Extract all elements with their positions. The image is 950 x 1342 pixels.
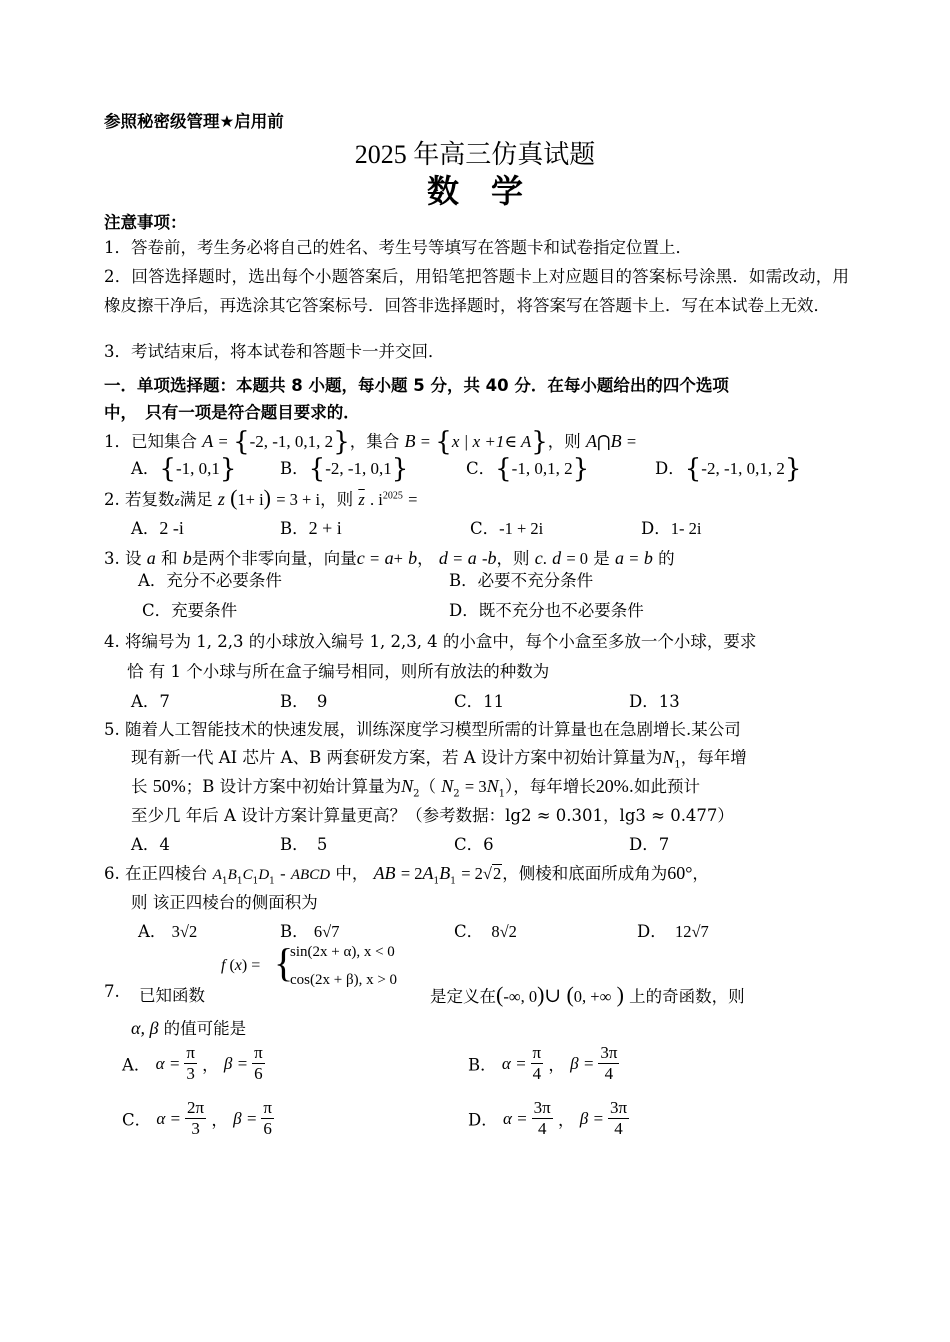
q3-option-d[interactable]: D．既不充分也不必要条件 — [449, 601, 644, 620]
q7-option-c[interactable]: C． α = $\frac{2\pi}{3}$ ， β = $\frac{\pi}{6}$ — [122, 1098, 272, 1138]
piece-2: cos(2x + β), x > 0 — [290, 972, 398, 988]
q4-option-b[interactable]: B． 9 — [280, 692, 328, 711]
question-text: 是 — [593, 549, 610, 568]
option-b-alpha: α = $\frac{\pi}{4}$ — [501, 1043, 542, 1083]
set-a: -2, -1, 0,1, 2 — [249, 432, 334, 451]
q3-option-c[interactable]: C．充要条件 — [142, 601, 238, 620]
question-6-line2: 则 该正四棱台的侧面积为 — [131, 893, 318, 912]
notice-item-1: 1．答卷前，考生务必将自己的姓名、考生号等填写在答题卡和试卷指定位置上． — [104, 238, 692, 257]
q2-option-d[interactable]: D．1- 2i — [641, 519, 702, 538]
q2-option-a[interactable]: A．2 -i — [131, 518, 184, 538]
option-c-beta: β = $\frac{\pi}{6}$ — [233, 1098, 272, 1138]
question-text: ，则 — [547, 432, 581, 451]
question-number: 3. — [104, 549, 120, 568]
q5-option-d[interactable]: D．7 — [629, 835, 670, 854]
option-a-alpha: α = $\frac{\pi}{3}$ — [155, 1043, 195, 1083]
question-5-line1: 5. 随着人工智能技术的快速发展，训练深度学习模型所需的计算量也在急剧增长.某公司 — [104, 720, 741, 739]
q7-option-d[interactable]: D． α = $\frac{3\pi}{4}$ ， β = $\frac{3\pi}{4}$ — [468, 1098, 628, 1138]
q3-option-a[interactable]: A．充分不必要条件 — [138, 571, 282, 590]
option-d-alpha: α = $\frac{3\pi}{4}$ — [502, 1098, 551, 1138]
notice-item-3: 3．考试结束后，将本试卷和答题卡一并交回． — [104, 342, 445, 361]
question-number: 2. — [104, 490, 120, 509]
question-2: 2. 若复数z满足 z (1+ i) = 3 + i，则 $\overline{z}$ . $i^{2025}$ = — [104, 485, 418, 510]
q4-option-d[interactable]: D．13 — [629, 692, 680, 711]
piecewise-function: f (x) = — [221, 957, 261, 974]
notice-heading: 注意事项： — [104, 213, 187, 232]
option-c-alpha: α = $\frac{2\pi}{3}$ — [156, 1098, 205, 1138]
question-number: 1． — [104, 432, 131, 451]
option-b-beta: β = $\frac{3\pi}{4}$ — [570, 1043, 618, 1083]
question-text: 的 — [658, 549, 675, 568]
section-heading-line2: 中， 只有一项是符合题目要求的． — [104, 403, 360, 422]
notice-item-2: 2．回答选择题时，选出每个小题答案后，用铅笔把答题卡上对应题目的答案标号涂黑．如需改动，用橡皮擦干净后，再选涂其它答案标号．回答非选择题时，将答案写在答题卡上．写在本试卷上无效． — [104, 267, 849, 315]
exam-title: 2025 年高三仿真试题 — [354, 140, 596, 169]
q6-option-c[interactable]: C． 8√2 — [454, 922, 517, 941]
question-text: 设 — [125, 549, 142, 568]
subject-title: 数 学 — [426, 172, 523, 210]
set-b: x | x +1∈ A — [451, 432, 532, 451]
q3-option-b[interactable]: B．必要不充分条件 — [449, 571, 594, 590]
piece-1: sin(2x + α), x < 0 — [290, 944, 395, 960]
question-7-text: 已知函数 — [139, 986, 205, 1005]
q1-option-d[interactable]: D．{-2, -1, 0,1, 2} — [655, 454, 802, 484]
question-text: 若复数 — [125, 490, 175, 509]
question-5-line2: 现有新一代 AI 芯片 A、B 两套研发方案，若 A 设计方案中初始计算量为$N_1$，每年增 — [131, 747, 747, 771]
q4-option-a[interactable]: A．7 — [131, 692, 170, 711]
question-text: ，则 — [320, 490, 354, 509]
q6-option-d[interactable]: D． 12√7 — [637, 922, 709, 941]
q6-option-b[interactable]: B． 6√7 — [280, 922, 340, 941]
q5-option-b[interactable]: B． 5 — [280, 835, 328, 854]
question-text: 和 — [161, 549, 178, 568]
q1-option-b[interactable]: B．{-2, -1, 0,1} — [280, 454, 409, 484]
question-5-line3: 长 50%；B 设计方案中初始计算量为$N_2$（ $N_2 = 3N_1$），每年增长20%.如此预计 — [131, 776, 700, 800]
q4-option-c[interactable]: C．11 — [454, 692, 505, 711]
question-text: 已知集合 — [131, 432, 197, 451]
q2-option-c[interactable]: C．-1 + 2i — [470, 519, 544, 538]
question-text: 是两个非零向量，向量 — [191, 549, 357, 568]
question-1: 1．已知集合 A = {-2, -1, 0,1, 2}，集合 B = {x | x +1∈ A}，则 A⋂B = — [104, 427, 637, 457]
q7-option-a[interactable]: A． α = $\frac{\pi}{3}$ ， β = $\frac{\pi}{6}$ — [122, 1043, 263, 1083]
question-text: ，则 — [496, 549, 530, 568]
secret-level: 参照秘密级管理★启用前 — [104, 112, 284, 131]
q7-option-b[interactable]: B． α = $\frac{\pi}{4}$ ， β = $\frac{3\pi}{4}$ — [468, 1043, 618, 1083]
q1-option-c[interactable]: C．{-1, 0,1, 2} — [466, 454, 590, 484]
piecewise-brace: { — [274, 940, 294, 985]
question-text: ，集合 — [349, 432, 400, 451]
question-text: 满足 — [179, 490, 213, 509]
section-heading-line1: 一．单项选择题：本题共 8 小题，每小题 5 分，共 40 分．在每小题给出的四个选项 — [104, 376, 729, 395]
question-7-line2: α, β 的值可能是 — [131, 1018, 247, 1038]
question-4-line1: 4. 将编号为 1, 2,3 的小球放入编号 1, 2,3, 4 的小盒中，每个小盒至多放一个小球，要求 — [104, 632, 757, 651]
q5-option-a[interactable]: A．4 — [131, 835, 170, 854]
q2-option-b[interactable]: B．2 + i — [280, 518, 342, 538]
question-4-line2: 恰 有 1 个小球与所在盒子编号相同，则所有放法的种数为 — [127, 662, 550, 681]
option-a-beta: β = $\frac{\pi}{6}$ — [223, 1043, 263, 1083]
question-3: 3. 设 a 和 b是两个非零向量，向量c = a+ b， d = a -b，则 c. d = 0 是 a = b 的 — [104, 548, 675, 568]
question-5-line4: 至少几 年后 A 设计方案计算量更高？（参考数据：lg2 ≈ 0.301，lg3 ≈ 0.477） — [131, 806, 734, 825]
question-7-number: 7. — [104, 982, 120, 1001]
q6-option-a[interactable]: A． 3√2 — [138, 922, 198, 941]
q1-option-a[interactable]: A．{-1, 0,1} — [131, 454, 237, 484]
q5-option-c[interactable]: C．6 — [454, 835, 494, 854]
option-d-beta: β = $\frac{3\pi}{4}$ — [579, 1098, 628, 1138]
question-7-domain: 是定义在(-∞, 0)∪ (0, +∞ ) 上的奇函数，则 — [430, 982, 745, 1007]
question-6-line1: 6. 在正四棱台 $A_1B_1C_1D_1$ - ABCD 中， AB = $2A_1B_1 = 2√2$，侧棱和底面所成角为60°， — [104, 863, 709, 887]
